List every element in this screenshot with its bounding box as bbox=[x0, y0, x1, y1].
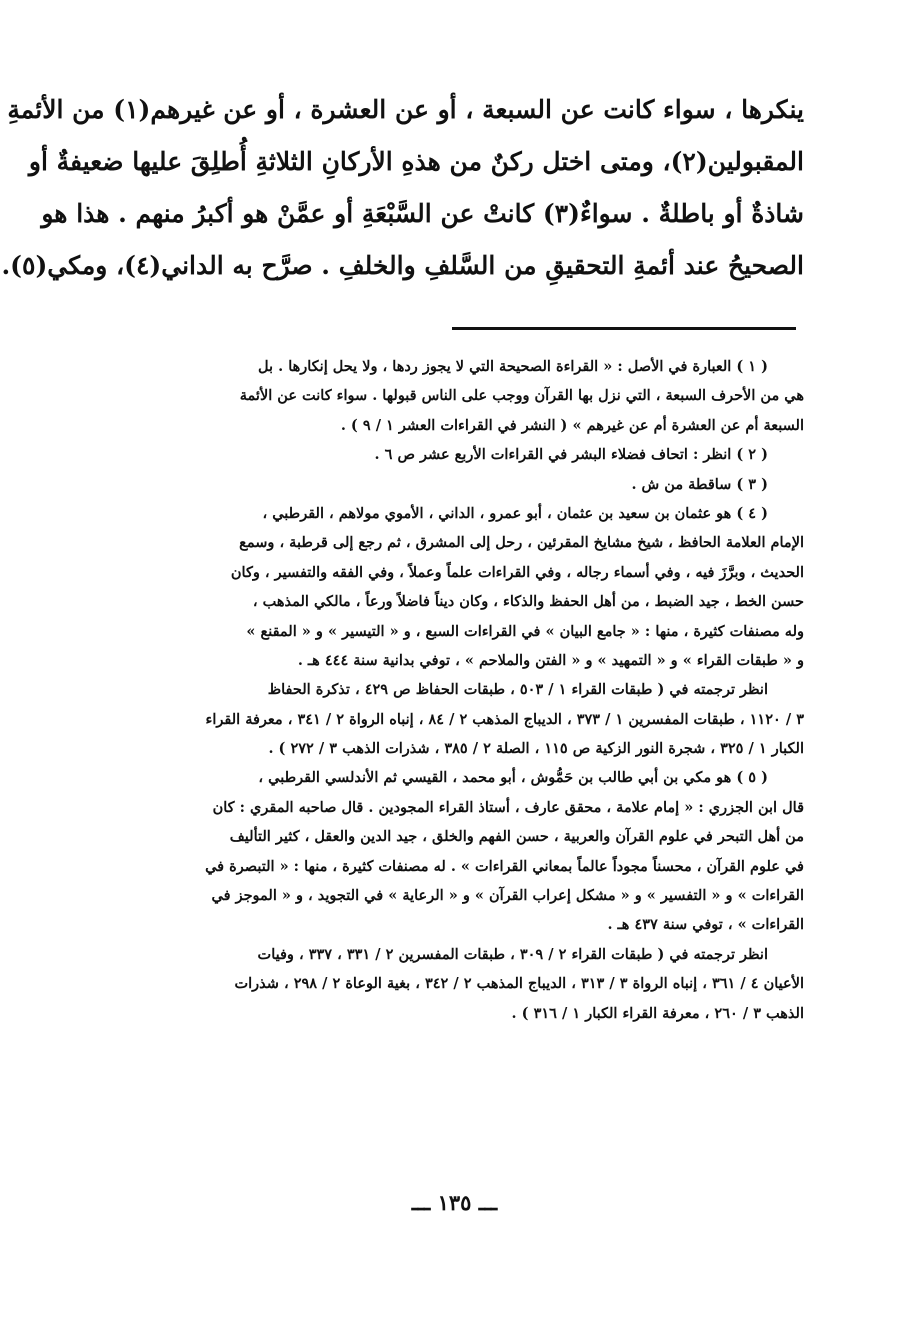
footnote-1-line: هي من الأحرف السبعة ، التي نزل بها القرآن ووجب على الناس قبولها . سواء كانت عن الأئمة bbox=[239, 387, 804, 405]
footnote-5-line: قال ابن الجزري : « إمام علامة ، محقق عارف ، أستاذ القراء المجودين . قال صاحبه المقري : كان bbox=[212, 798, 804, 816]
footnote-4-line: وله مصنفات كثيرة ، منها : « جامع البيان » في القراءات السبع ، و « التيسير » و « المقنع » bbox=[246, 622, 804, 640]
footnote-4-references-line: الكبار ١ / ٣٢٥ ، شجرة النور الزكية ص ١١٥ ، الصلة ٢ / ٣٨٥ ، شذرات الذهب ٣ / ٢٧٢ ) . bbox=[268, 740, 804, 758]
footnote-1-line: السبعة أم عن العشرة أم عن غيرهم » ( النشر في القراءات العشر ١ / ٩ ) . bbox=[340, 416, 804, 434]
footnote-5-line: ( ٥ ) هو مكي بن أبي طالب بن حَمُّوش ، أبو محمد ، القيسي ثم الأندلسي القرطبي ، bbox=[258, 769, 768, 787]
footnote-4-line: ( ٤ ) هو عثمان بن سعيد بن عثمان ، أبو عمرو ، الداني ، الأموي مولاهم ، القرطبي ، bbox=[262, 504, 768, 522]
footnote-5-line: من أهل التبحر في علوم القرآن والعربية ، حسن الفهم والخلق ، جيد الدين والعقل ، كثير التأليف bbox=[229, 828, 804, 846]
main-text-line: المقبولين(٢)، ومتى اختل ركنٌ من هذهِ الأركانِ الثلاثةِ أُطلِقَ عليها ضعيفةٌ أو bbox=[28, 147, 804, 176]
footnote-5-references-line: الذهب ٣ / ٢٦٠ ، معرفة القراء الكبار ١ / ٣١٦ ) . bbox=[511, 1004, 804, 1022]
footnotes-section bbox=[100, 352, 804, 1028]
footnote-5-references-line: انظر ترجمته في ( طبقات القراء ٢ / ٣٠٩ ، طبقات المفسرين ٢ / ٣٣١ ، ٣٣٧ ، وفيات bbox=[257, 945, 768, 963]
footnote-4-line: و « طبقات القراء » و « التمهيد » و « الفتن والملاحم » ، توفي بدانية سنة ٤٤٤ هـ . bbox=[297, 651, 804, 669]
main-text-line: شاذةٌ أو باطلةٌ . سواءٌ(٣) كانتْ عن السَّبْعَةِ أو عمَّنْ هو أكبرُ منهم . هذا هو bbox=[41, 199, 804, 228]
footnote-3-line: ( ٣ ) ساقطة من ش . bbox=[631, 475, 768, 493]
footnote-1-line: ( ١ ) العبارة في الأصل : « القراءة الصحيحة التي لا يجوز ردها ، ولا يحل إنكارها . بل bbox=[258, 358, 768, 375]
footnote-2-line: ( ٢ ) انظر : اتحاف فضلاء البشر في القراءات الأربع عشر ص ٦ . bbox=[374, 446, 768, 464]
page-number: ـــ ١٣٥ ـــ bbox=[411, 1190, 498, 1215]
main-text-line: ينكرها ، سواء كانت عن السبعة ، أو عن العشرة ، أو عن غيرهم(١) من الأئمةِ bbox=[7, 95, 804, 124]
footnote-4-line: حسن الخط ، جيد الضبط ، من أهل الحفظ والذكاء ، وكان ديناً فاضلاً ورعاً ، مالكي المذهب ، bbox=[252, 593, 804, 611]
footnote-4-references-line: انظر ترجمته في ( طبقات القراء ١ / ٥٠٣ ، طبقات الحفاظ ص ٤٢٩ ، تذكرة الحفاظ bbox=[267, 681, 768, 699]
footnote-divider bbox=[452, 327, 796, 330]
footnote-4-line: الحديث ، وبرَّزَ فيه ، وفي أسماء رجاله ، وفي القراءات علماً وعملاً ، وفي الفقه والتفسير ، وكان bbox=[230, 563, 804, 581]
footnote-4-references-line: ٣ / ١١٢٠ ، طبقات المفسرين ١ / ٣٧٣ ، الديباج المذهب ٢ / ٨٤ ، إنباه الرواة ٢ / ٣٤١ ، معرفة القراء bbox=[205, 710, 804, 728]
main-body-text bbox=[1, 84, 804, 292]
footnote-5-line: القراءات » و « التفسير » و « مشكل إعراب القرآن » و « الرعاية » في التجويد ، و « الموجز في bbox=[211, 887, 804, 905]
footnote-4-line: الإمام العلامة الحافظ ، شيخ مشايخ المقرئين ، رحل إلى المشرق ، ثم رجع إلى قرطبة ، وسمع bbox=[239, 534, 804, 552]
footnote-5-line: في علوم القرآن ، محسناً مجوداً عالماً بمعاني القراءات » . له مصنفات كثيرة ، منها : « التبصرة في bbox=[205, 857, 804, 875]
main-text-line: الصحيحُ عند أئمةِ التحقيقِ من السَّلفِ والخلفِ . صرَّح به الداني(٤)، ومكي(٥). bbox=[1, 251, 804, 280]
footnote-5-line: القراءات » ، توفي سنة ٤٣٧ هـ . bbox=[607, 916, 804, 934]
footnote-5-references-line: الأعيان ٤ / ٣٦١ ، إنباه الرواة ٣ / ٣١٣ ، الديباج المذهب ٢ / ٣٤٢ ، بغية الوعاة ٢ / ٢٩٨ ، شذرات bbox=[234, 975, 804, 993]
